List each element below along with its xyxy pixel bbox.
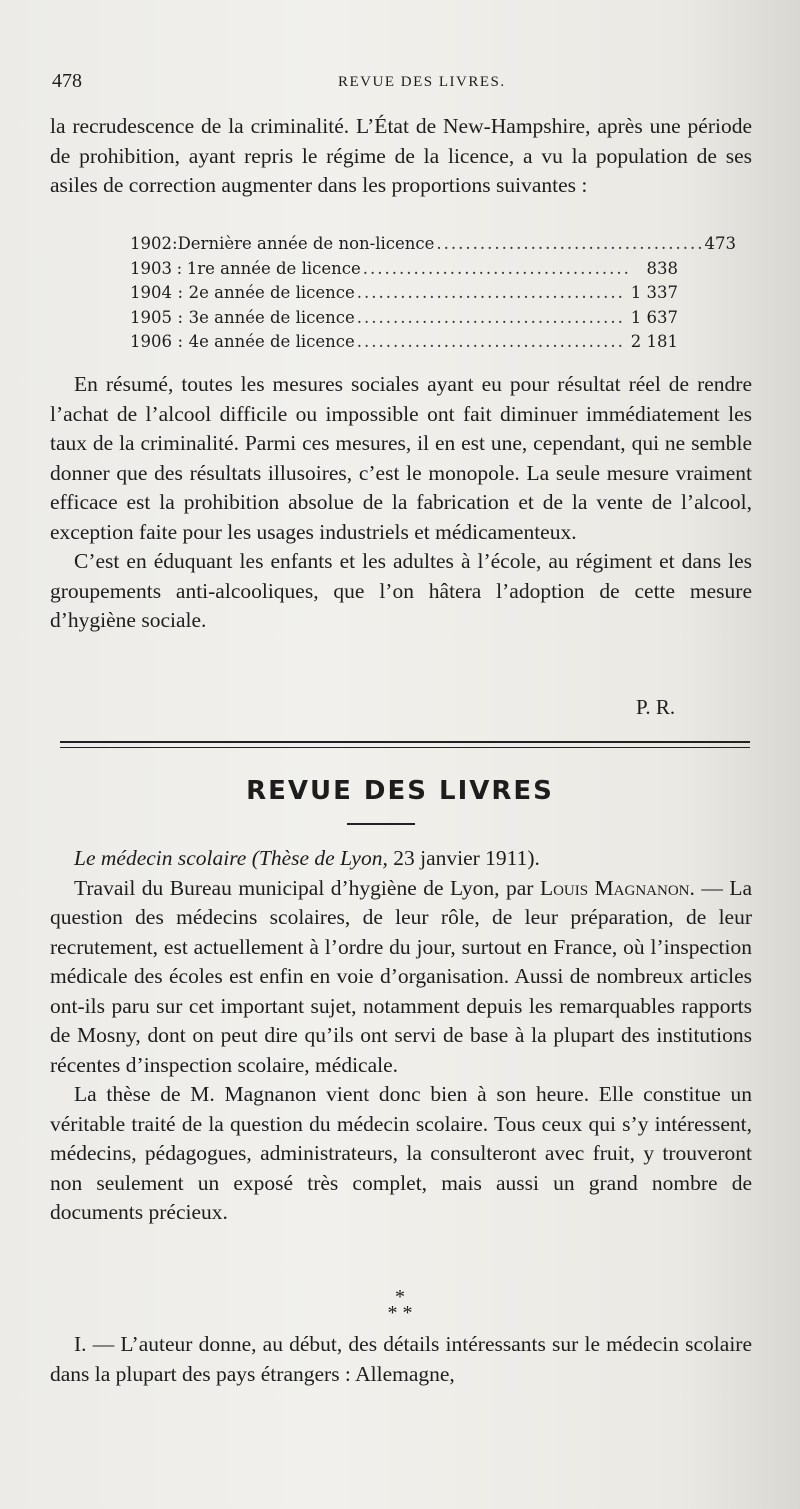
row-value: 473 [704, 234, 736, 253]
row-value: 1 337 [630, 283, 678, 302]
review-text [50, 844, 752, 1228]
page-header [52, 70, 752, 96]
row-value: 1 637 [630, 307, 678, 327]
book-citation [50, 844, 752, 874]
table-row: 1905 : 3e année de licence ..................................... 1 637 [130, 307, 678, 327]
author-name: Louis Magnanon [539, 875, 690, 900]
asterism [0, 1286, 800, 1324]
table-row: 1903 : 1re année de licence ..................................... 838 [130, 258, 678, 278]
review-paragraph-2: La thèse de M. Magnanon vient donc bien à son heure. Elle constitue un véritable traité de la question du médecin scolaire. Tous ceux qui s’y intéressent, médecins, pédagogues, administrateurs, la consulteront avec fruit, y trouveront non seulement un exposé très complet, mais aussi un grand nombre de documents précieux. [50, 1082, 752, 1224]
page-number: 478 [52, 70, 82, 92]
review-p1-start: Travail du Bureau municipal d’hygiène de Lyon, par [74, 875, 534, 900]
double-rule-bottom [60, 747, 750, 748]
double-rule-top [60, 741, 750, 743]
row-value: 838 [646, 258, 678, 278]
row-year: 1905 [130, 307, 172, 327]
summary-paragraph-2: C’est en éduquant les enfants et les adultes à l’école, au régiment et dans les groupements anti-alcooliques, que l’on hâtera l’adoption de cette mesure d’hygiène sociale. [50, 549, 752, 632]
intro-paragraph: la recrudescence de la criminalité. L’État de New-Hampshire, après une période de prohibition, ayant repris le régime de la licence, a vu la population de ses asiles de correction augmenter dans les proportions suivantes : [50, 114, 752, 197]
intro-text [50, 112, 752, 201]
row-label: 2e année de licence [188, 283, 355, 302]
row-label: 3e année de licence [188, 307, 355, 327]
running-title: REVUE DES LIVRES. [338, 74, 506, 90]
review-paragraph-3: I. — L’auteur donne, au début, des détails intéressants sur le médecin scolaire dans la plupart des pays étrangers : Allemagne, [50, 1332, 752, 1386]
asterism-top: * [395, 1286, 405, 1308]
table-row: 1906 : 4e année de licence ..................................... 2 181 [130, 332, 678, 351]
summary-paragraph-1: En résumé, toutes les mesures sociales ayant eu pour résultat réel de rendre l’achat de l’alcool difficile ou impossible ont fait diminuer immédiatement les taux de la criminalité. Parmi ces mesures, il en est une, cependant, qui ne semble donner que des résultats illusoires, c’est le monopole. La seule mesure vraiment efficace est la prohibition absolue de la fabrication et de la vente de l’alcool, exception faite pour les usages industriels et médicamenteux. [50, 372, 752, 544]
book-date: 23 janvier 1911). [393, 846, 540, 870]
review-p1-rest: . — La question des médecins scolaires, de leur rôle, de leur préparation, de leur recrutement, est actuellement à l’ordre du jour, surtout en France, où l’inspection médicale des écoles est enfin en voie d’organisation. Aussi de nombreux articles ont-ils paru sur cet important sujet, notamment depuis les remarquables rapports de Mosny, dont on peut dire qu’ils ont servi de base à la plupart des institutions récentes d’inspection scolaire, médicale. [50, 875, 753, 1077]
row-year: 1903 [130, 258, 172, 278]
book-subtitle: (Thèse de Lyon, [251, 846, 388, 870]
row-label: 1re année de licence [186, 258, 361, 278]
table-row: 1902 : Dernière année de non-licence ..................................... 473 [130, 234, 736, 253]
section-title: REVUE DES LIVRES [246, 776, 554, 806]
row-label: 4e année de licence [188, 332, 355, 351]
row-year: 1902 [130, 234, 172, 253]
row-label: Dernière année de non-licence [177, 234, 435, 253]
asterism-bottom: * * [387, 1302, 413, 1324]
review-text-continued [50, 1330, 752, 1389]
table-row: 1904 : 2e année de licence ..................................... 1 337 [130, 283, 678, 302]
row-value: 2 181 [630, 332, 678, 351]
row-year: 1904 [130, 283, 172, 302]
summary-text [50, 370, 752, 636]
review-paragraph-1 [50, 874, 752, 1081]
title-underline [347, 823, 415, 825]
row-year: 1906 [130, 332, 172, 351]
book-title: Le médecin scolaire [74, 846, 247, 870]
statistics-table [130, 234, 736, 357]
signature: P. R. [636, 695, 676, 719]
